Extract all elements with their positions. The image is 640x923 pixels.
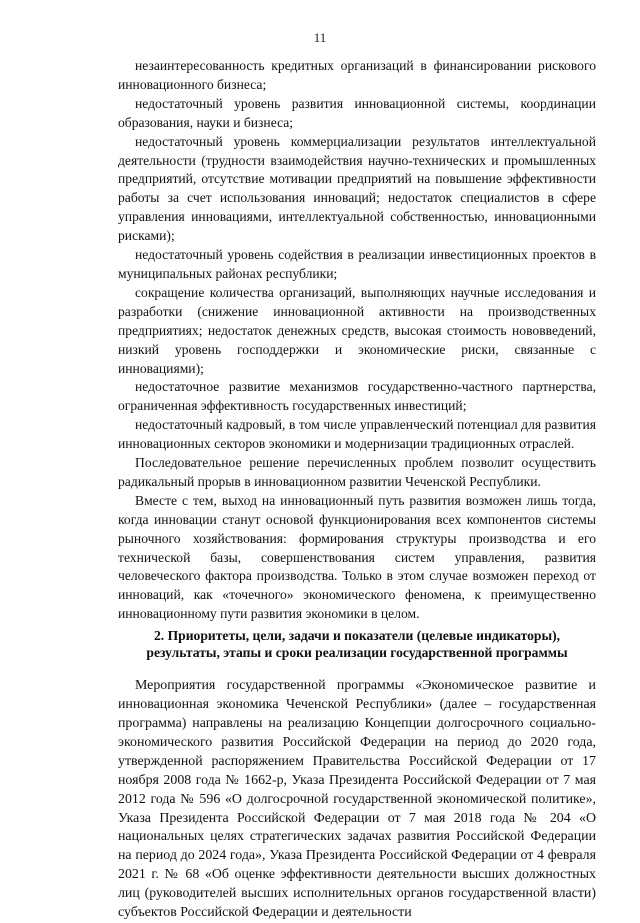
body-paragraph: сокращение количества организаций, выполняющих научные исследования и разработки (снижение инновационной активности на производственных предприятиях; недостаток денежных средств, высокая стоимость нововведений, низкий уровень господдержки и экономические риски, связанные с инновациями); [118, 284, 596, 376]
body-paragraph: недостаточный уровень содействия в реализации инвестиционных проектов в муниципальных районах республики; [118, 247, 596, 281]
body-paragraph: незаинтересованность кредитных организаций в финансировании рискового инновационного бизнеса; [118, 58, 596, 92]
page-body [118, 57, 596, 923]
body-paragraph: недостаточный уровень коммерциализации результатов интеллектуальной деятельности (трудности взаимодействия научно-технических и промышленных предприятий, отсутствие мотивации предприятий на повышение эффективности работы за счет использования инноваций; недостаток специалистов в сфере управления инновациями, интеллектуальной собственностью, инновационными рисками); [118, 133, 596, 244]
body-paragraph: недостаточное развитие механизмов государственно-частного партнерства, ограниченная эффективность государственных инвестиций; [118, 379, 596, 414]
section-heading: 2. Приоритеты, цели, задачи и показатели (целевые индикаторы), результаты, этапы и сроки реализации государственной программы [146, 628, 568, 660]
page-number: 11 [313, 30, 327, 45]
body-paragraph: недостаточный уровень развития инновационной системы, координации образования, науки и бизнеса; [118, 95, 596, 130]
body-paragraph: Вместе с тем, выход на инновационный путь развития возможен лишь тогда, когда инновации станут основой функционирования всех компонентов системы рыночного хозяйствования: формирования структуры производства и его технической базы, совершенствования систем управления, развития человеческого фактора производства. Только в этом случае возможен переход от инноваций, как «точечного» экономического феномена, к преимущественно инновационному пути развития экономики в целом. [118, 492, 596, 622]
body-paragraph: Последовательное решение перечисленных проблем позволит осуществить радикальный прорыв в инновационном развитии Чеченской Республики. [118, 455, 596, 489]
section-paragraph: Мероприятия государственной программы «Экономическое развитие и инновационная экономика Чеченской Республики» (далее – государственная программа) направлены на реализацию Концепции долгосрочного социально-экономического развития Российской Федерации на период до 2020 года, утвержденной распоряжением Правительства Российской Федерации от 17 ноября 2008 года № 1662-р, Указа Президента Российской Федерации от 7 мая 2012 года № 596 «О долгосрочной государственной экономической политике», Указа Президента Российской Федерации от 7 мая 2018 года № 204 «О национальных целях стратегических задачах развития Российской Федерации на период до 2024 года», Указа Президента Российской Федерации от 4 февраля 2021 г. № 68 «Об оценке эффективности деятельности высших должностных лиц (руководителей высших исполнительных органов государственной власти) субъектов Российской Федерации и деятельности [118, 678, 596, 921]
body-paragraph: недостаточный кадровый, в том числе управленческий потенциал для развития инновационных секторов экономики и модернизации традиционных отраслей. [118, 417, 596, 452]
